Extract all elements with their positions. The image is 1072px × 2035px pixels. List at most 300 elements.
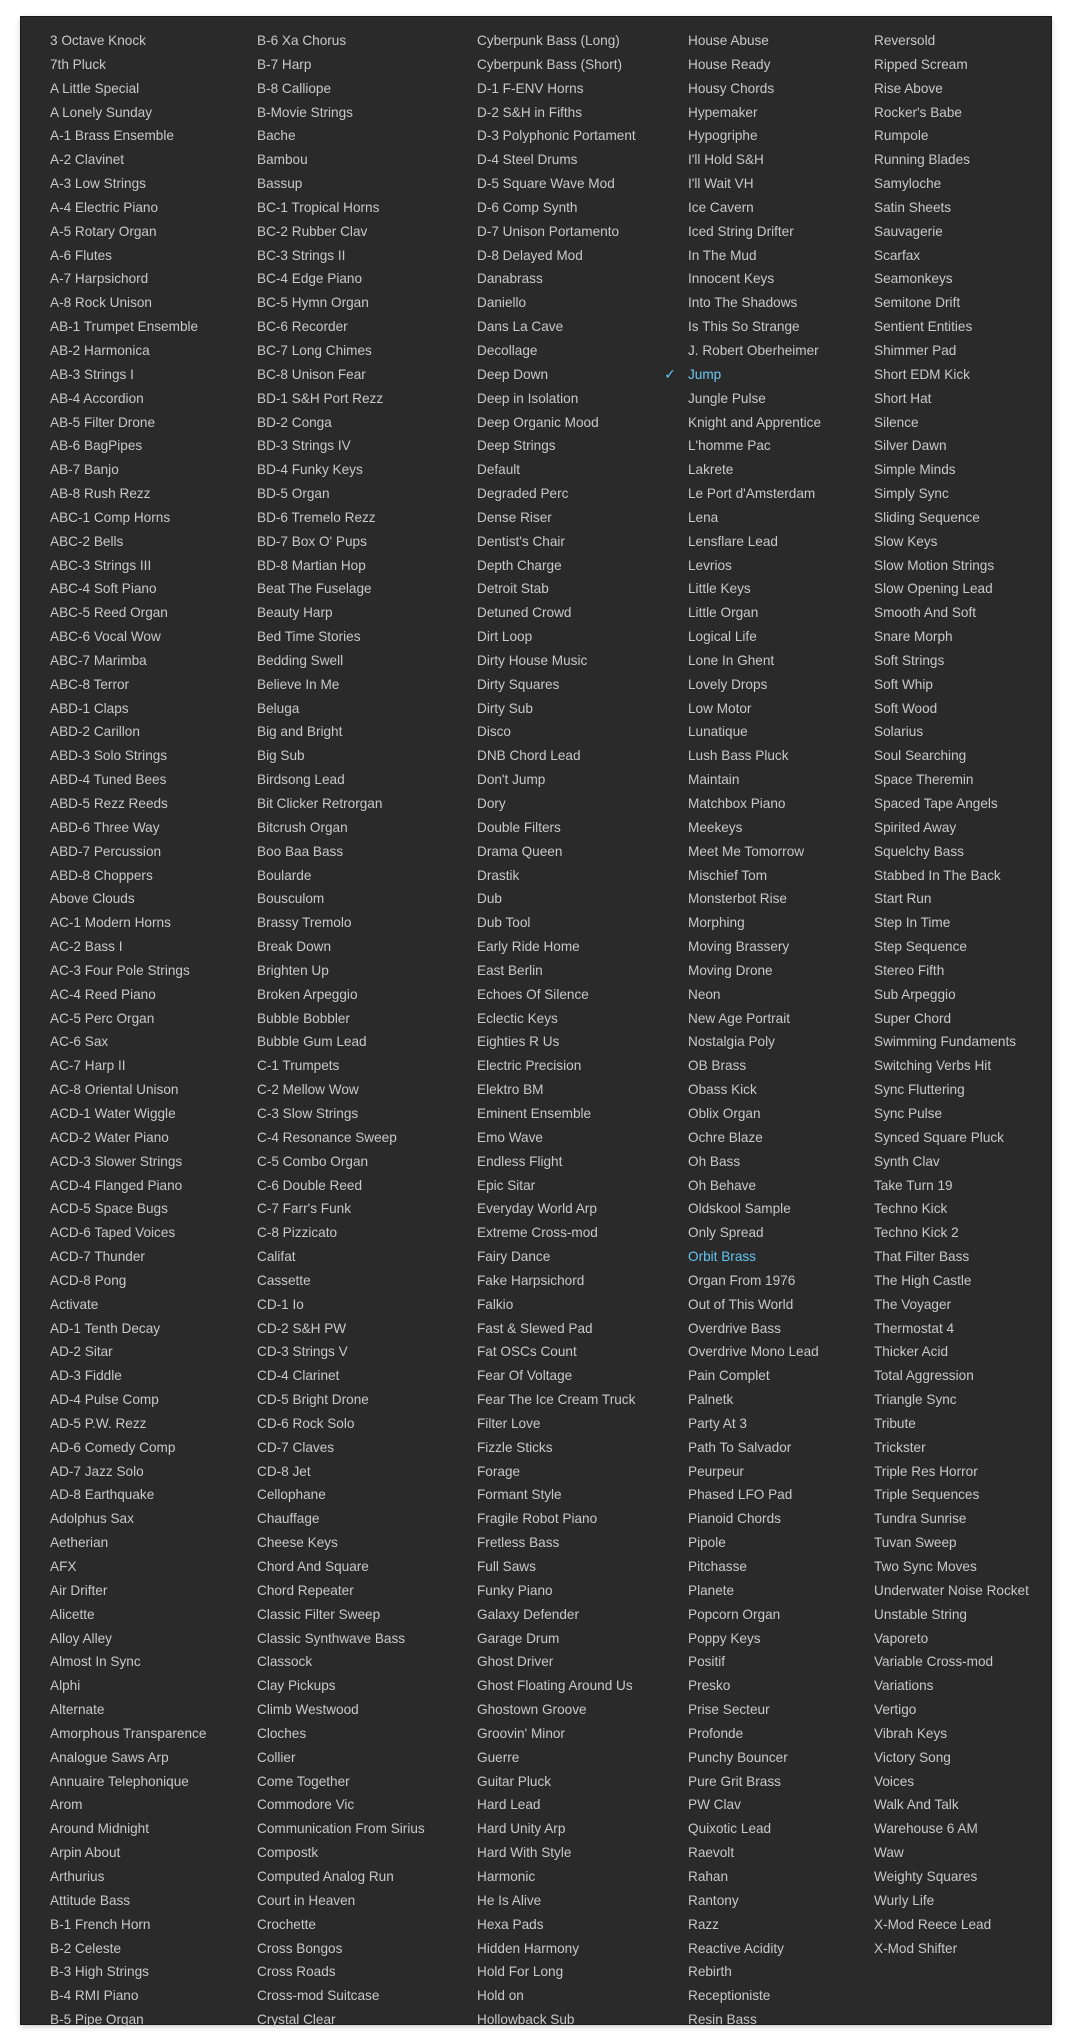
preset-item[interactable] (688, 864, 821, 888)
preset-item[interactable] (257, 1102, 425, 1126)
preset-item[interactable] (50, 887, 206, 911)
preset-item[interactable] (477, 101, 636, 125)
preset-item[interactable] (257, 1984, 425, 2008)
preset-item[interactable] (50, 1603, 206, 1627)
preset-item[interactable] (688, 887, 821, 911)
preset-item[interactable] (874, 1317, 1029, 1341)
preset-item[interactable] (874, 172, 1029, 196)
preset-item[interactable] (50, 1960, 206, 1984)
preset-item[interactable] (688, 1937, 821, 1961)
preset-item[interactable] (688, 1746, 821, 1770)
preset-item[interactable] (477, 840, 636, 864)
preset-item[interactable] (874, 1483, 1029, 1507)
preset-item[interactable] (688, 1412, 821, 1436)
preset-item[interactable] (257, 720, 425, 744)
preset-item[interactable] (257, 768, 425, 792)
preset-item[interactable] (50, 77, 206, 101)
preset-item[interactable] (688, 1030, 821, 1054)
preset-item[interactable] (50, 220, 206, 244)
preset-item[interactable] (477, 1960, 636, 1984)
preset-item[interactable] (257, 697, 425, 721)
preset-item[interactable] (50, 1913, 206, 1937)
preset-item-highlighted[interactable] (688, 1245, 821, 1269)
preset-item[interactable] (688, 1865, 821, 1889)
preset-item[interactable] (874, 959, 1029, 983)
preset-item[interactable] (257, 1150, 425, 1174)
preset-item[interactable] (688, 411, 821, 435)
preset-item[interactable] (257, 1078, 425, 1102)
preset-item[interactable] (50, 172, 206, 196)
preset-item[interactable] (874, 506, 1029, 530)
preset-item[interactable] (874, 1126, 1029, 1150)
preset-item[interactable] (477, 864, 636, 888)
preset-item[interactable] (477, 1460, 636, 1484)
preset-item[interactable] (477, 935, 636, 959)
preset-item[interactable] (477, 124, 636, 148)
preset-item[interactable] (50, 1340, 206, 1364)
preset-item[interactable] (257, 1293, 425, 1317)
preset-item[interactable] (477, 1054, 636, 1078)
preset-item[interactable] (257, 530, 425, 554)
preset-item[interactable] (477, 530, 636, 554)
preset-item[interactable] (874, 1054, 1029, 1078)
preset-item[interactable] (688, 1698, 821, 1722)
preset-item[interactable] (50, 1293, 206, 1317)
preset-item[interactable] (477, 1317, 636, 1341)
preset-item[interactable] (477, 172, 636, 196)
preset-item[interactable] (477, 77, 636, 101)
preset-item[interactable] (688, 387, 821, 411)
preset-item[interactable] (257, 267, 425, 291)
preset-item[interactable] (874, 744, 1029, 768)
preset-item[interactable] (688, 1340, 821, 1364)
preset-item[interactable] (688, 1984, 821, 2008)
preset-item[interactable] (688, 506, 821, 530)
preset-item[interactable] (477, 1913, 636, 1937)
preset-item[interactable] (688, 1150, 821, 1174)
preset-item[interactable] (257, 1746, 425, 1770)
preset-item[interactable] (874, 291, 1029, 315)
preset-item[interactable] (477, 625, 636, 649)
preset-item[interactable] (50, 267, 206, 291)
preset-item[interactable] (50, 1627, 206, 1651)
preset-item[interactable] (50, 1531, 206, 1555)
preset-item[interactable] (874, 1841, 1029, 1865)
preset-item[interactable] (50, 1722, 206, 1746)
preset-item[interactable] (50, 1460, 206, 1484)
preset-item[interactable] (257, 1841, 425, 1865)
preset-item[interactable] (874, 768, 1029, 792)
preset-item[interactable] (688, 1102, 821, 1126)
preset-item[interactable] (50, 1269, 206, 1293)
preset-item[interactable] (257, 29, 425, 53)
preset-item[interactable] (688, 1078, 821, 1102)
preset-item[interactable] (257, 1436, 425, 1460)
preset-item[interactable] (874, 864, 1029, 888)
preset-item[interactable] (874, 697, 1029, 721)
preset-item[interactable] (477, 1388, 636, 1412)
preset-item[interactable] (688, 1841, 821, 1865)
preset-item[interactable] (257, 1340, 425, 1364)
preset-item[interactable] (477, 1102, 636, 1126)
preset-item[interactable] (50, 1555, 206, 1579)
preset-item[interactable] (50, 1889, 206, 1913)
preset-item[interactable] (874, 1913, 1029, 1937)
preset-item[interactable] (874, 601, 1029, 625)
preset-item[interactable] (257, 1555, 425, 1579)
preset-item[interactable] (50, 673, 206, 697)
preset-item[interactable] (50, 244, 206, 268)
preset-item[interactable] (50, 864, 206, 888)
preset-item[interactable] (688, 1483, 821, 1507)
preset-item[interactable] (688, 1793, 821, 1817)
preset-item[interactable] (688, 577, 821, 601)
preset-item[interactable] (50, 1746, 206, 1770)
preset-item[interactable] (688, 267, 821, 291)
preset-item[interactable] (477, 1364, 636, 1388)
preset-item[interactable] (50, 1150, 206, 1174)
preset-item[interactable] (477, 887, 636, 911)
preset-item[interactable] (50, 1579, 206, 1603)
preset-item[interactable] (874, 577, 1029, 601)
preset-item[interactable] (874, 673, 1029, 697)
preset-item[interactable] (874, 124, 1029, 148)
preset-item[interactable] (50, 506, 206, 530)
preset-item[interactable] (477, 720, 636, 744)
preset-item[interactable] (874, 29, 1029, 53)
preset-item[interactable] (257, 625, 425, 649)
preset-item[interactable] (688, 244, 821, 268)
preset-item[interactable] (688, 1054, 821, 1078)
preset-item[interactable] (257, 1650, 425, 1674)
preset-item[interactable] (874, 267, 1029, 291)
preset-item[interactable] (688, 339, 821, 363)
preset-item[interactable] (257, 1221, 425, 1245)
preset-item[interactable] (50, 387, 206, 411)
preset-item[interactable] (874, 1340, 1029, 1364)
preset-item[interactable] (50, 148, 206, 172)
preset-item[interactable] (477, 1555, 636, 1579)
preset-item[interactable] (257, 1579, 425, 1603)
preset-item[interactable] (257, 935, 425, 959)
preset-item[interactable] (257, 1007, 425, 1031)
preset-item[interactable] (874, 387, 1029, 411)
preset-item[interactable] (688, 434, 821, 458)
preset-item[interactable] (50, 959, 206, 983)
preset-item[interactable] (50, 1221, 206, 1245)
preset-item[interactable] (477, 1937, 636, 1961)
preset-item[interactable] (50, 840, 206, 864)
preset-item[interactable] (50, 1698, 206, 1722)
preset-item[interactable] (874, 911, 1029, 935)
preset-item[interactable] (477, 673, 636, 697)
preset-item[interactable] (257, 1364, 425, 1388)
preset-item[interactable] (688, 1531, 821, 1555)
preset-item[interactable] (50, 411, 206, 435)
preset-item[interactable] (874, 1245, 1029, 1269)
preset-item[interactable] (257, 601, 425, 625)
preset-item[interactable] (688, 649, 821, 673)
preset-item[interactable] (477, 1865, 636, 1889)
preset-item[interactable] (477, 339, 636, 363)
preset-item[interactable] (257, 196, 425, 220)
preset-item[interactable] (874, 530, 1029, 554)
preset-item[interactable] (50, 1245, 206, 1269)
preset-item[interactable] (257, 101, 425, 125)
preset-item[interactable] (477, 1722, 636, 1746)
preset-item[interactable] (257, 1317, 425, 1341)
preset-item[interactable] (874, 816, 1029, 840)
preset-item[interactable] (257, 53, 425, 77)
preset-item[interactable] (477, 506, 636, 530)
preset-item[interactable] (874, 1269, 1029, 1293)
preset-item[interactable] (688, 911, 821, 935)
preset-item[interactable] (688, 29, 821, 53)
preset-item[interactable] (688, 1460, 821, 1484)
preset-item[interactable] (688, 2008, 821, 2032)
preset-item[interactable] (477, 1078, 636, 1102)
preset-item[interactable] (257, 1865, 425, 1889)
preset-item[interactable] (50, 744, 206, 768)
preset-item[interactable] (50, 2008, 206, 2032)
preset-item[interactable] (50, 1007, 206, 1031)
preset-item[interactable] (50, 1412, 206, 1436)
preset-item[interactable] (257, 482, 425, 506)
preset-item[interactable] (50, 1937, 206, 1961)
preset-item[interactable] (688, 1197, 821, 1221)
preset-item[interactable] (477, 434, 636, 458)
preset-item[interactable] (874, 458, 1029, 482)
preset-item[interactable] (50, 1674, 206, 1698)
preset-item[interactable] (688, 1650, 821, 1674)
preset-item[interactable] (477, 1436, 636, 1460)
preset-item[interactable] (874, 1746, 1029, 1770)
preset-item[interactable] (688, 1555, 821, 1579)
preset-item[interactable] (257, 864, 425, 888)
preset-item[interactable] (477, 1603, 636, 1627)
preset-item[interactable] (477, 1650, 636, 1674)
preset-item[interactable] (257, 887, 425, 911)
preset-item[interactable] (688, 792, 821, 816)
preset-item[interactable] (688, 1603, 821, 1627)
preset-item[interactable] (257, 1174, 425, 1198)
preset-item[interactable] (257, 1889, 425, 1913)
preset-item[interactable] (257, 1817, 425, 1841)
preset-item[interactable] (477, 1293, 636, 1317)
preset-item[interactable] (874, 625, 1029, 649)
preset-item[interactable] (50, 554, 206, 578)
preset-item[interactable] (874, 649, 1029, 673)
preset-item[interactable] (874, 1174, 1029, 1198)
preset-item[interactable] (257, 220, 425, 244)
preset-item[interactable] (874, 77, 1029, 101)
preset-item[interactable] (688, 1770, 821, 1794)
preset-item[interactable] (257, 1770, 425, 1794)
preset-item[interactable] (874, 1674, 1029, 1698)
preset-item[interactable] (257, 911, 425, 935)
preset-item[interactable] (874, 1221, 1029, 1245)
preset-item[interactable] (874, 1555, 1029, 1579)
preset-item[interactable] (257, 1197, 425, 1221)
preset-item[interactable] (50, 1030, 206, 1054)
preset-item[interactable] (874, 101, 1029, 125)
preset-item[interactable] (50, 935, 206, 959)
preset-item[interactable] (257, 1722, 425, 1746)
preset-item[interactable] (477, 1245, 636, 1269)
preset-item[interactable] (874, 220, 1029, 244)
preset-item[interactable] (257, 434, 425, 458)
preset-item[interactable] (874, 1650, 1029, 1674)
preset-item[interactable] (477, 1340, 636, 1364)
preset-item[interactable] (50, 1197, 206, 1221)
preset-item[interactable] (688, 1627, 821, 1651)
preset-item[interactable] (257, 387, 425, 411)
preset-item[interactable] (477, 577, 636, 601)
preset-item[interactable] (477, 1412, 636, 1436)
preset-item[interactable] (874, 1937, 1029, 1961)
preset-item[interactable] (477, 244, 636, 268)
preset-item[interactable] (477, 1269, 636, 1293)
preset-item[interactable] (50, 124, 206, 148)
preset-item[interactable] (874, 1531, 1029, 1555)
preset-item[interactable] (688, 1317, 821, 1341)
preset-item[interactable] (874, 1698, 1029, 1722)
preset-item[interactable] (874, 434, 1029, 458)
preset-item[interactable] (50, 768, 206, 792)
preset-item[interactable] (477, 1483, 636, 1507)
preset-item[interactable] (477, 1579, 636, 1603)
preset-item[interactable] (50, 1483, 206, 1507)
preset-item[interactable] (688, 77, 821, 101)
preset-item[interactable] (688, 315, 821, 339)
preset-item[interactable] (50, 1770, 206, 1794)
preset-item[interactable] (477, 315, 636, 339)
preset-item[interactable] (50, 1364, 206, 1388)
preset-item[interactable] (50, 1317, 206, 1341)
preset-item[interactable] (257, 411, 425, 435)
preset-item[interactable] (688, 1674, 821, 1698)
preset-item[interactable] (257, 506, 425, 530)
preset-item[interactable] (874, 1078, 1029, 1102)
preset-item[interactable] (874, 1388, 1029, 1412)
preset-item[interactable] (874, 196, 1029, 220)
preset-item[interactable] (477, 1984, 636, 2008)
preset-item[interactable] (688, 196, 821, 220)
preset-item-selected[interactable] (664, 363, 821, 387)
preset-item[interactable] (874, 1722, 1029, 1746)
preset-item[interactable] (257, 1698, 425, 1722)
preset-item[interactable] (50, 625, 206, 649)
preset-item[interactable] (874, 53, 1029, 77)
preset-item[interactable] (688, 1579, 821, 1603)
preset-item[interactable] (50, 816, 206, 840)
preset-item[interactable] (688, 816, 821, 840)
preset-item[interactable] (257, 315, 425, 339)
preset-item[interactable] (257, 363, 425, 387)
preset-item[interactable] (50, 1865, 206, 1889)
preset-item[interactable] (50, 1817, 206, 1841)
preset-item[interactable] (688, 1388, 821, 1412)
preset-item[interactable] (477, 768, 636, 792)
preset-item[interactable] (477, 291, 636, 315)
preset-item[interactable] (477, 2008, 636, 2032)
preset-item[interactable] (477, 148, 636, 172)
preset-item[interactable] (257, 959, 425, 983)
preset-item[interactable] (50, 1984, 206, 2008)
preset-item[interactable] (257, 840, 425, 864)
preset-item[interactable] (477, 697, 636, 721)
preset-item[interactable] (477, 1674, 636, 1698)
preset-item[interactable] (257, 1388, 425, 1412)
preset-item[interactable] (50, 911, 206, 935)
preset-item[interactable] (688, 1889, 821, 1913)
preset-item[interactable] (50, 196, 206, 220)
preset-item[interactable] (874, 244, 1029, 268)
preset-item[interactable] (257, 2008, 425, 2032)
preset-item[interactable] (50, 577, 206, 601)
preset-item[interactable] (257, 244, 425, 268)
preset-item[interactable] (874, 935, 1029, 959)
preset-item[interactable] (257, 1674, 425, 1698)
preset-item[interactable] (257, 1603, 425, 1627)
preset-item[interactable] (477, 1221, 636, 1245)
preset-item[interactable] (688, 172, 821, 196)
preset-item[interactable] (257, 1960, 425, 1984)
preset-item[interactable] (688, 148, 821, 172)
preset-item[interactable] (477, 554, 636, 578)
preset-item[interactable] (688, 744, 821, 768)
preset-item[interactable] (257, 77, 425, 101)
preset-item[interactable] (688, 1436, 821, 1460)
preset-item[interactable] (874, 1817, 1029, 1841)
preset-item[interactable] (477, 458, 636, 482)
preset-item[interactable] (477, 482, 636, 506)
preset-item[interactable] (477, 911, 636, 935)
preset-item[interactable] (477, 1746, 636, 1770)
preset-item[interactable] (50, 1650, 206, 1674)
preset-item[interactable] (257, 1412, 425, 1436)
preset-item[interactable] (477, 1770, 636, 1794)
preset-item[interactable] (477, 1531, 636, 1555)
preset-item[interactable] (50, 101, 206, 125)
preset-item[interactable] (477, 411, 636, 435)
preset-item[interactable] (257, 1793, 425, 1817)
preset-item[interactable] (688, 458, 821, 482)
preset-item[interactable] (50, 291, 206, 315)
preset-item[interactable] (874, 1793, 1029, 1817)
preset-item[interactable] (688, 220, 821, 244)
preset-item[interactable] (257, 816, 425, 840)
preset-item[interactable] (477, 959, 636, 983)
preset-item[interactable] (874, 339, 1029, 363)
preset-item[interactable] (688, 840, 821, 864)
preset-item[interactable] (50, 29, 206, 53)
preset-item[interactable] (874, 411, 1029, 435)
preset-item[interactable] (50, 1078, 206, 1102)
preset-item[interactable] (257, 1054, 425, 1078)
preset-item[interactable] (688, 101, 821, 125)
preset-item[interactable] (874, 1627, 1029, 1651)
preset-item[interactable] (50, 983, 206, 1007)
preset-item[interactable] (688, 673, 821, 697)
preset-item[interactable] (50, 1388, 206, 1412)
preset-item[interactable] (477, 1174, 636, 1198)
preset-item[interactable] (257, 649, 425, 673)
preset-item[interactable] (477, 601, 636, 625)
preset-item[interactable] (257, 172, 425, 196)
preset-item[interactable] (874, 363, 1029, 387)
preset-item[interactable] (874, 1412, 1029, 1436)
